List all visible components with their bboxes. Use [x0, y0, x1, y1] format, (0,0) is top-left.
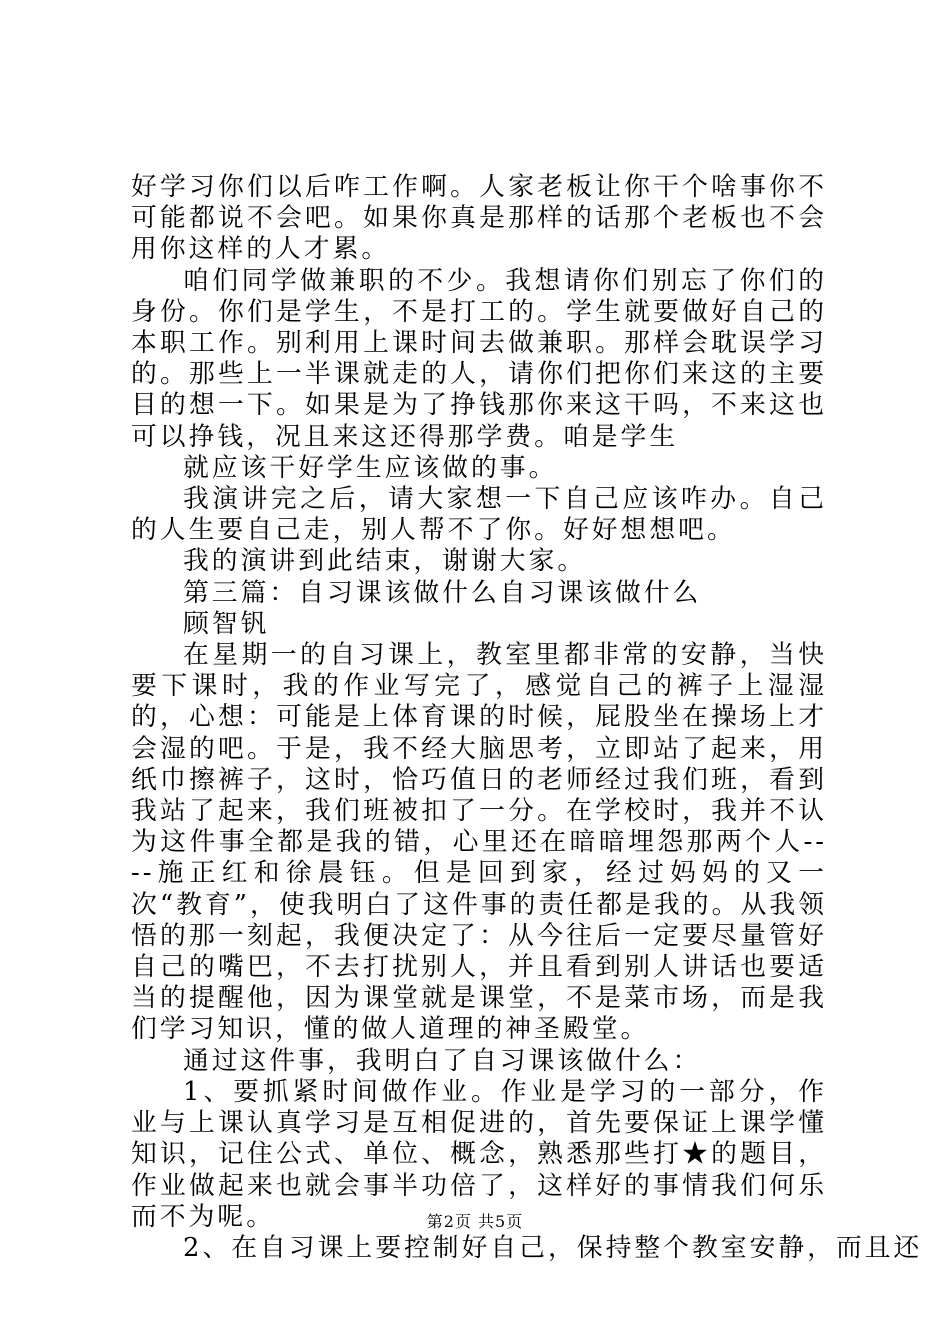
list-item-self-control: 2、在自习课上要控制好自己，保持整个教室安静，而且还 [183, 1232, 923, 1263]
paragraph-study-hall-story: 在星期一的自习课上，教室里都非常的安静，当快要下课时，我的作业写完了，感觉自己的裤子上湿湿的，心想：可能是上体育课的时候，屁股坐在操场上才会湿的吧。于是，我不经大脑思考，立即站了起来，用纸巾擦裤子，这时，恰巧值日的老师经过我们班，看到我站了起来，我们班被扣了一分。在学校时，我并不认为这件事全都是我的错，心里还在暗暗埋怨那两个人----施正红和徐晨钰。但是回到家，经过妈妈的又一次“教育”，使我明白了这件事的责任都是我的。从我领悟的那一刻起，我便决定了：从今往后一定要尽量管好自己的嘴巴，不去打扰别人，并且看到别人讲话也要适当的提醒他，因为课堂就是课堂，不是菜市场，而是我们学习知识，懂的做人道理的神圣殿堂。 [131, 640, 827, 1045]
document-body [131, 172, 923, 1264]
page-number-footer: 第2页 共5页 [426, 1212, 524, 1231]
section-heading: 第三篇：自习课该做什么自习课该做什么 [183, 577, 702, 608]
paragraph-student-duty: 就应该干好学生应该做的事。 [183, 452, 558, 483]
paragraph-lesson-intro: 通过这件事，我明白了自习课该做什么： [183, 1045, 702, 1076]
paragraph-part-time-jobs: 咱们同学做兼职的不少。我想请你们别忘了你们的身份。你们是学生，不是打工的。学生就要做好自己的本职工作。别利用上课时间去做兼职。那样会耽误学习的。那些上一半课就走的人，请你们把你们来这的主要目的想一下。如果是为了挣钱那你来这干吗，不来这也可以挣钱，况且来这还得那学费。咱是学生 [131, 265, 827, 452]
list-item-homework: 1、要抓紧时间做作业。作业是学习的一部分，作业与上课认真学习是互相促进的，首先要保证上课学懂知识，记住公式、单位、概念，熟悉那些打★的题目，作业做起来也就会事半功倍了，这样好的事情我们何乐而不为呢。 [131, 1076, 827, 1232]
paragraph-speech-reflection: 我演讲完之后，请大家想一下自己应该咋办。自己的人生要自己走，别人帮不了你。好好想想吧。 [131, 484, 827, 546]
paragraph-speech-closing: 我的演讲到此结束，谢谢大家。 [183, 546, 587, 577]
author-name: 顾智钒 [183, 608, 270, 639]
paragraph-continuation: 好学习你们以后咋工作啊。人家老板让你干个啥事你不可能都说不会吧。如果你真是那样的话那个老板也不会用你这样的人才累。 [131, 172, 827, 265]
